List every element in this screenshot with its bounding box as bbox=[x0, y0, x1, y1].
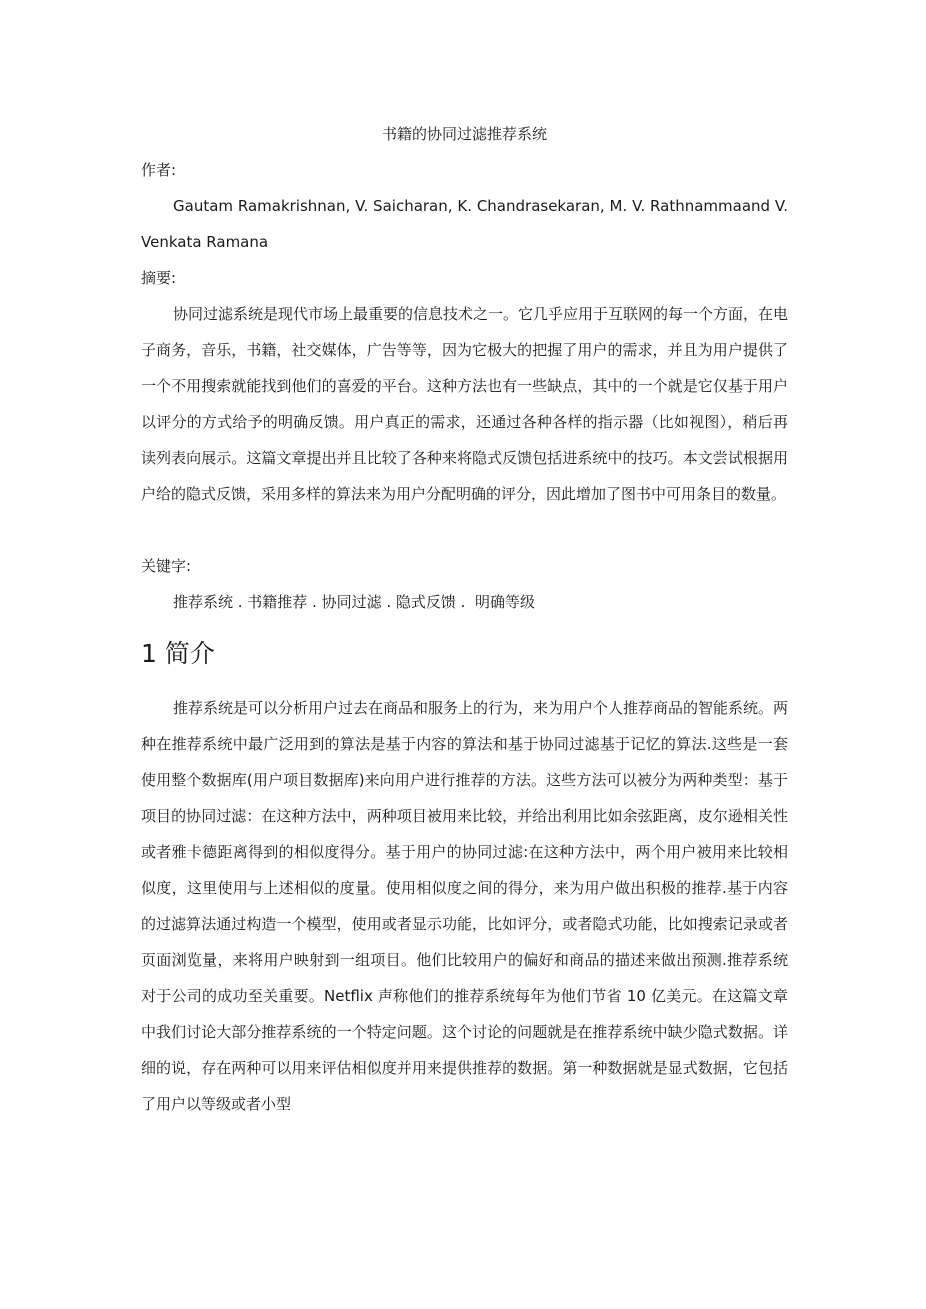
authors-label: 作者: bbox=[141, 161, 177, 179]
keywords-label: 关键字: bbox=[141, 557, 192, 575]
document-content bbox=[141, 116, 788, 1122]
abstract-label: 摘要: bbox=[141, 269, 177, 287]
abstract-text: 协同过滤系统是现代市场上最重要的信息技术之一。它几乎应用于互联网的每一个方面，在电子商务，音乐，书籍，社交媒体，广告等等，因为它极大的把握了用户的需求，并且为用户提供了一个不用搜索就能找到他们的喜爱的平台。这种方法也有一些缺点，其中的一个就是它仅基于用户以评分的方式给予的明确反馈。用户真正的需求，还通过各种各样的指示器（比如视图），稍后再读列表向展示。这篇文章提出并且比较了各种来将隐式反馈包括进系统中的技巧。本文尝试根据用户给的隐式反馈，采用多样的算法来为用户分配明确的评分，因此增加了图书中可用条目的数量。 bbox=[141, 305, 789, 503]
spacer bbox=[141, 512, 788, 548]
introduction-body: 推荐系统是可以分析用户过去在商品和服务上的行为，来为用户个人推荐商品的智能系统。两种在推荐系统中最广泛用到的算法是基于内容的算法和基于协同过滤基于记忆的算法.这些是一套使用整个数据库(用户项目数据库)来向用户进行推荐的方法。这些方法可以被分为两种类型：基于项目的协同过滤：在这种方法中，两种项目被用来比较，并给出利用比如余弦距离，皮尔逊相关性或者雅卡德距离得到的相似度得分。基于用户的协同过滤:在这种方法中，两个用户被用来比较相似度，这里使用与上述相似的度量。使用相似度之间的得分，来为用户做出积极的推荐.基于内容的过滤算法通过构造一个模型，使用或者显示功能，比如评分，或者隐式功能，比如搜索记录或者页面浏览量，来将用户映射到一组项目。他们比较用户的偏好和商品的描述来做出预测.推荐系统对于公司的成功至关重要。Netflix 声称他们的推荐系统每年为他们节省 10 亿美元。在这篇文章中我们讨论大部分推荐系统的一个特定问题。这个讨论的问题就是在推荐系统中缺少隐式数据。详细的说，存在两种可以用来评估相似度并用来提供推荐的数据。第一种数据就是显式数据，它包括了用户以等级或者小型 bbox=[141, 699, 789, 1113]
document-title: 书籍的协同过滤推荐系统 bbox=[381, 125, 547, 143]
keywords-list: 推荐系统 . 书籍推荐 . 协同过滤 . 隐式反馈 . 明确等级 bbox=[173, 593, 535, 611]
section-heading-introduction: 1 简介 bbox=[141, 639, 215, 668]
authors-list: Gautam Ramakrishnan, V. Saicharan, K. Chandrasekaran, M. V. Rathnammaand V. Venkata Ramana bbox=[141, 197, 788, 251]
